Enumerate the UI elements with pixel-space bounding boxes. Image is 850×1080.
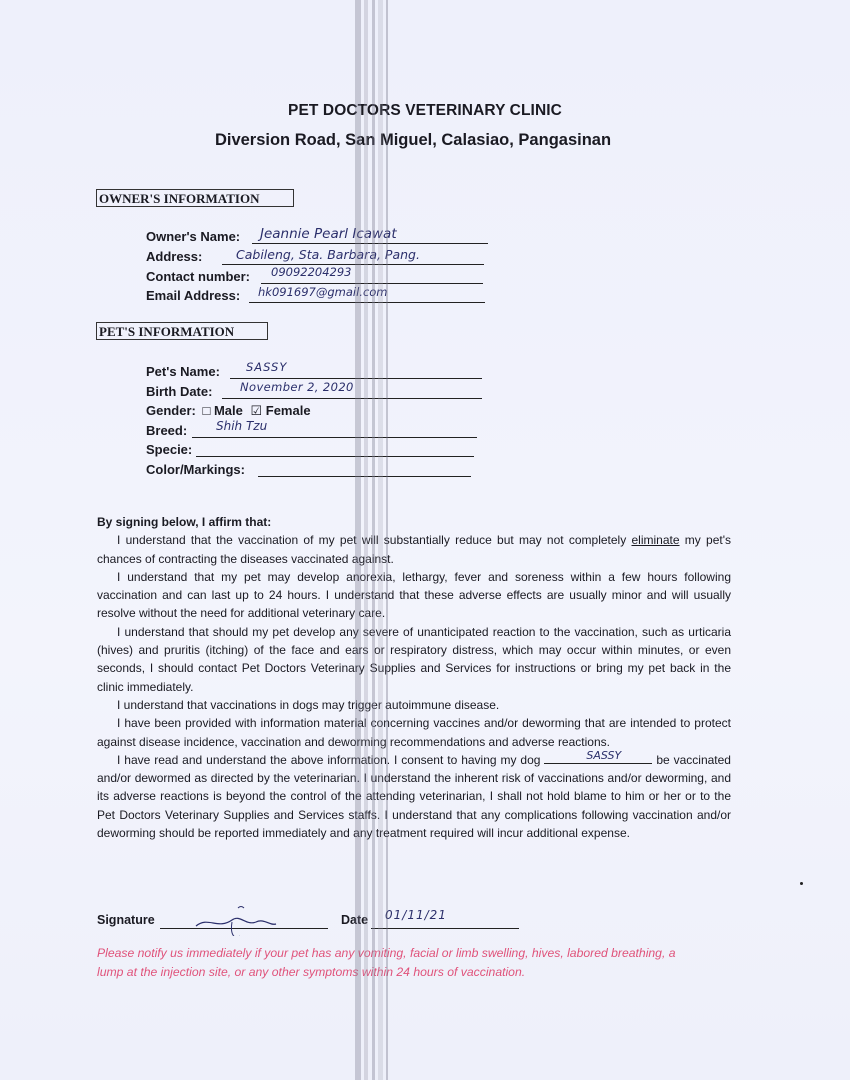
birth-date-field[interactable] <box>222 380 482 399</box>
signature-field[interactable] <box>160 910 328 929</box>
pet-section-title: PET'S INFORMATION <box>96 322 268 340</box>
breed-label: Breed: <box>146 423 188 438</box>
notice-text: Please notify us immediately if your pet has any vomiting, facial or limb swelling, hives, labored breathing, a lump at the injection site, or any other symptoms within 24 hours of vaccination. <box>97 946 676 979</box>
date-value: 01/11/21 <box>385 908 447 922</box>
pet-name-label: Pet's Name: <box>146 364 220 379</box>
male-checkbox[interactable]: □ <box>202 403 211 418</box>
affirmation-p3: I understand that should my pet develop any severe of unanticipated reaction to the vaccination, such as urticaria (hives) and pruritis (itching) of the face and ears or respiratory distress, which may occur within minutes, or even seconds, I should contact Pet Doctors Veterinary Supplies and Services for instructions or bring my pet back in the clinic immediately. <box>97 624 731 694</box>
owner-section-title: OWNER'S INFORMATION <box>96 189 294 207</box>
date-label: Date <box>341 913 369 927</box>
breed-field[interactable] <box>192 419 477 438</box>
affirmation-p4: I understand that vaccinations in dogs may trigger autoimmune disease. <box>117 697 500 712</box>
color-markings-field[interactable] <box>258 458 471 477</box>
owner-name-value: Jeannie Pearl Icawat <box>260 226 397 242</box>
address-value: Cabileng, Sta. Barbara, Pang. <box>236 247 420 262</box>
speck <box>800 882 803 885</box>
color-markings-label: Color/Markings: <box>146 462 245 477</box>
affirmation-lead: By signing below, I affirm that: <box>97 515 272 529</box>
date-field[interactable] <box>371 910 519 929</box>
male-option-label: Male <box>213 403 243 418</box>
gender-label: Gender: <box>146 403 196 418</box>
affirmation-p5: I have been provided with information material concerning vaccines and/or deworming that are intended to protect against disease incidence, vaccination and deworming recommendations and adverse reactions. <box>97 716 731 749</box>
affirmation-text <box>97 513 731 842</box>
address-label: Address: <box>146 249 203 264</box>
affirmation-p2: I understand that my pet may develop anorexia, lethargy, fever and soreness within a few hours following vaccination and can last up to 24 hours. I understand that these adverse effects are usually minor and will usually resolve without the need for additional veterinary care. <box>97 569 731 621</box>
owner-name-field[interactable] <box>252 225 488 244</box>
birth-date-label: Birth Date: <box>146 384 213 399</box>
clinic-name: PET DOCTORS VETERINARY CLINIC <box>288 102 562 119</box>
address-field[interactable] <box>222 246 484 265</box>
breed-value: Shih Tzu <box>216 419 268 433</box>
contact-value: 09092204293 <box>271 265 352 279</box>
pet-name-field[interactable] <box>230 360 482 379</box>
affirmation-p6: I have read and understand the above information. I consent to having my dog SASSY be vaccinated and/or dewormed as directed by the veterinarian. I understand the inherent risk of vaccinations and/or deworming, and its adverse reactions is beyond the control of the attending veterinarian, I shall not hold blame to him or her or to the Pet Doctors Veterinary Supplies and Services staffs. I understand that any complications following vaccination and/or deworming should be reported immediately and any treatment required will incur additional expense. <box>97 748 731 841</box>
email-field[interactable] <box>249 284 485 303</box>
signature-label: Signature <box>97 913 155 927</box>
contact-label: Contact number: <box>146 269 250 284</box>
contact-field[interactable] <box>261 265 483 284</box>
female-checkbox[interactable]: ☑ <box>250 403 263 418</box>
email-value: hk091697@gmail.com <box>258 285 388 299</box>
pet-name-value: SASSY <box>246 360 288 374</box>
dog-name-blank[interactable] <box>544 748 652 764</box>
email-label: Email Address: <box>146 288 241 303</box>
clinic-address: Diversion Road, San Miguel, Calasiao, Pangasinan <box>214 131 612 149</box>
signature-scribble <box>160 896 328 936</box>
birth-date-value: November 2, 2020 <box>240 380 354 394</box>
dog-name-value: SASSY <box>586 748 622 762</box>
female-option-label: Female <box>265 403 311 418</box>
affirmation-p1: I understand that the vaccination of my pet will substantially reduce but may not completely eliminate my pet's chances of contracting the diseases vaccinated against. <box>97 533 732 566</box>
specie-field[interactable] <box>196 438 474 457</box>
specie-label: Specie: <box>146 442 193 457</box>
owner-name-label: Owner's Name: <box>146 229 241 244</box>
